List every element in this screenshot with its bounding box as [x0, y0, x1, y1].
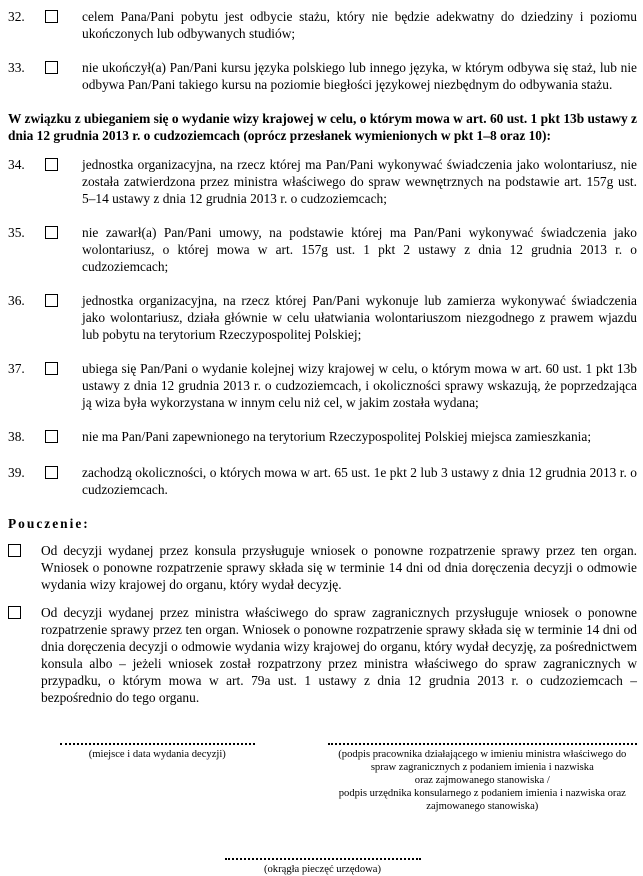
item-38-text: nie ma Pan/Pani zapewnionego na terytorium Rzeczypospolitej Polskiej miejsca zamieszkania; — [82, 429, 592, 444]
pouczenie-1-text: Od decyzji wydanej przez konsula przysługuje wniosek o ponowne rozpatrzenie sprawy przez ten organ. Wniosek o ponowne rozpatrzenie sprawy składa się w terminie 14 dni od dnia doręczenia decyzji o odmowie wydania wizy krajowej do organu, który wydał decyzję. — [41, 543, 637, 592]
item-39 — [8, 464, 637, 498]
seal-block — [225, 857, 421, 876]
item-32-number: 32. — [8, 9, 25, 24]
item-33-checkbox-cell — [45, 59, 82, 93]
checkbox-item-38[interactable] — [45, 430, 58, 443]
signature-official-label-line-4: podpis urzędnika konsularnego z podaniem imienia i nazwiska oraz — [338, 788, 626, 799]
item-37-checkbox-cell — [45, 360, 82, 411]
pouczenie-2-checkbox-cell — [8, 604, 41, 706]
item-36-number: 36. — [8, 293, 25, 308]
item-39-checkbox-cell — [45, 464, 82, 498]
signature-line-place-date — [60, 742, 255, 745]
signature-official-label-line-5: zajmowanego stanowiska) — [426, 801, 539, 812]
item-39-number: 39. — [8, 465, 25, 480]
checkbox-item-39[interactable] — [45, 466, 58, 479]
checkbox-item-33[interactable] — [45, 61, 58, 74]
signature-row — [8, 742, 637, 813]
pouczenie-2-text: Od decyzji wydanej przez ministra właściwego do spraw zagranicznych przysługuje wniosek o ponowne rozpatrzenie sprawy przez ten organ. Wniosek o ponowne rozpatrzenie sprawy składa się w terminie 14 dni od dnia doręczenia decyzji o odmowie wydania wizy krajowej do organu, który wydał decyzję, za pośrednictwem konsula albo – jeżeli wniosek został rozpatrzony przez ministra właściwego do spraw zagranicznych w przypadku, o którym mowa w art. 79a ust. 1 ustawy z dnia 12 grudnia 2013 r. o cudzoziemcach – bezpośrednio do tego organu. — [41, 605, 637, 705]
seal-line — [225, 857, 421, 860]
item-35-number: 35. — [8, 225, 25, 240]
checkbox-pouczenie-1[interactable] — [8, 544, 21, 557]
item-36-text: jednostka organizacyjna, na rzecz której Pan/Pani wykonuje lub zamierza wykonywać świadczenia jako wolontariusz, działa głównie w celu ułatwiania wolontariuszom niezgodnego z prawem wjazdu lub pobytu na terytorium Rzeczypospolitej Polskiej; — [82, 293, 637, 342]
signature-official-label-line-3: oraz zajmowanego stanowiska / — [414, 775, 550, 786]
item-32-text: celem Pana/Pani pobytu jest odbycie stażu, który nie będzie adekwatny do dziedziny i poziomu ukończonych lub odbywanych studiów; — [82, 9, 637, 41]
item-37 — [8, 360, 637, 411]
item-32-checkbox-cell — [45, 8, 82, 42]
item-38 — [8, 428, 637, 447]
pouczenie-heading: Pouczenie: — [8, 516, 90, 531]
item-36-checkbox-cell — [45, 292, 82, 343]
item-34-checkbox-cell — [45, 156, 82, 207]
seal-label: (okrągła pieczęć urzędowa) — [263, 864, 382, 875]
signature-place-date-block — [60, 742, 255, 813]
signature-line-official — [328, 742, 637, 745]
item-35-text: nie zawarł(a) Pan/Pani umowy, na podstawie której ma Pan/Pani wykonywać świadczenia jako wolontariusz, o której mowa w art. 157g ust. 1 pkt 2 ustawy z dnia 12 grudnia 2013 r. o cudzoziemcach; — [82, 225, 637, 274]
item-35-checkbox-cell — [45, 224, 82, 275]
item-33-text: nie ukończył(a) Pan/Pani kursu języka polskiego lub innego języka, w którym odbywa się staż, lub nie odbywa Pan/Pani takiego kursu na poziomie biegłości językowej niezbędnym do odbywania stażu. — [82, 60, 637, 92]
signature-place-date-label: (miejsce i data wydania decyzji) — [88, 749, 226, 760]
checkbox-item-32[interactable] — [45, 10, 58, 23]
checkbox-item-37[interactable] — [45, 362, 58, 375]
item-34-text: jednostka organizacyjna, na rzecz której ma Pan/Pani wykonywać świadczenia jako wolontariusz, nie została zatwierdzona przez ministra właściwego do spraw wewnętrznych na podstawie art. 157g ust. 5–14 ustawy z dnia 12 grudnia 2013 r. o cudzoziemcach; — [82, 157, 637, 206]
item-37-text: ubiega się Pan/Pani o wydanie kolejnej wizy krajowej w celu, o którym mowa w art. 60 ust. 1 pkt 13b ustawy z dnia 12 grudnia 2013 r. o cudzoziemcach, i okoliczności sprawy wskazują, że poprzedzająca ją wiza była wykorzystana w innym celu niż cel, w jakim została wydana; — [82, 361, 637, 410]
item-37-number: 37. — [8, 361, 25, 376]
checkbox-pouczenie-2[interactable] — [8, 606, 21, 619]
item-34-number: 34. — [8, 157, 25, 172]
item-34 — [8, 156, 637, 207]
item-33-number: 33. — [8, 60, 25, 75]
pouczenie-1-checkbox-cell — [8, 542, 41, 593]
item-38-checkbox-cell — [45, 428, 82, 447]
signature-official-label-line-1: (podpis pracownika działającego w imieniu ministra właściwego do — [338, 749, 627, 760]
item-35 — [8, 224, 637, 275]
item-36 — [8, 292, 637, 343]
checkbox-item-35[interactable] — [45, 226, 58, 239]
pouczenie-paragraph-2 — [8, 604, 637, 706]
item-39-text: zachodzą okoliczności, o których mowa w art. 65 ust. 1e pkt 2 lub 3 ustawy z dnia 12 grudnia 2013 r. o cudzoziemcach. — [82, 465, 637, 497]
checkbox-item-36[interactable] — [45, 294, 58, 307]
checkbox-item-34[interactable] — [45, 158, 58, 171]
signature-official-block — [328, 742, 637, 813]
item-33 — [8, 59, 637, 93]
signature-official-label-line-2: spraw zagranicznych z podaniem imienia i nazwiska — [370, 762, 594, 773]
item-38-number: 38. — [8, 429, 25, 444]
item-32 — [8, 8, 637, 42]
pouczenie-paragraph-1 — [8, 542, 637, 593]
section-heading: W związku z ubieganiem się o wydanie wizy krajowej w celu, o którym mowa w art. 60 ust. 1 pkt 13b ustawy z dnia 12 grudnia 2013 r. o cudzoziemcach (oprócz przesłanek wymienionych w pkt 1–8 oraz 10): — [8, 111, 637, 143]
